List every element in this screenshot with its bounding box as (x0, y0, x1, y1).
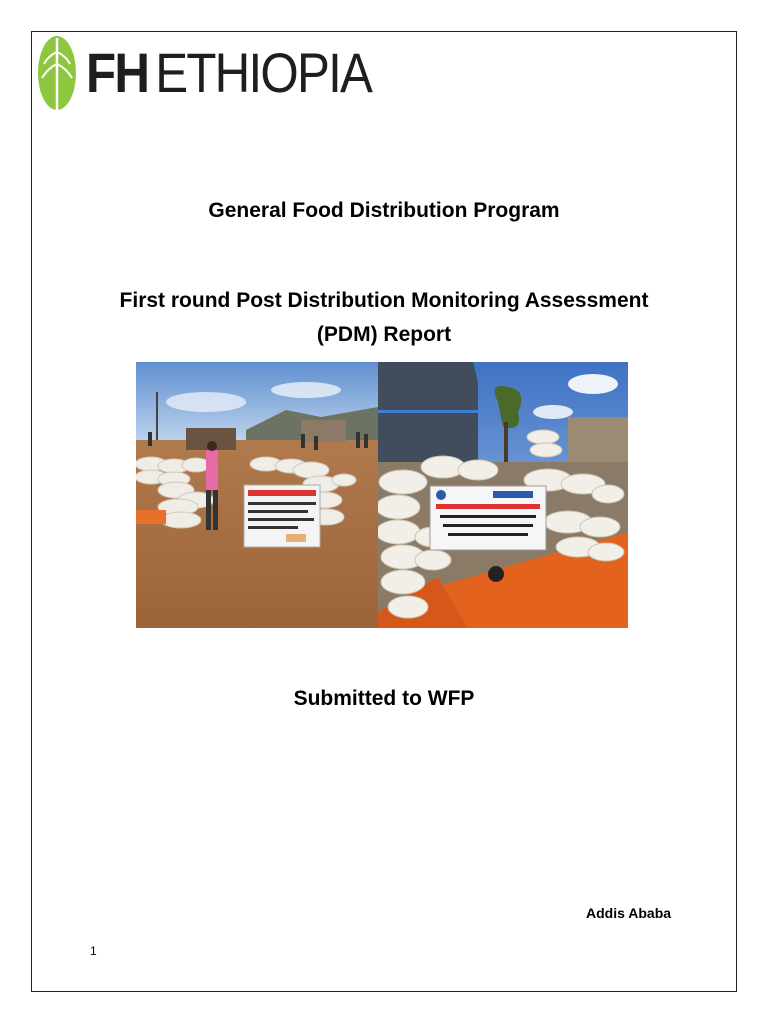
logo-ethiopia: ETHIOPIA (155, 41, 372, 104)
fh-ethiopia-logo (36, 34, 410, 112)
cover-photos (136, 362, 628, 628)
wheat-leaf-icon (36, 34, 78, 112)
distribution-photo-right (378, 362, 628, 628)
distribution-photo-left (136, 362, 378, 628)
report-title-line2: (PDM) Report (316, 323, 452, 346)
logo-fh: FH (86, 41, 149, 104)
program-title: General Food Distribution Program (208, 199, 560, 222)
submitted-to: Submitted to WFP (293, 687, 475, 710)
report-title-line1: First round Post Distribution Monitoring Assessment (119, 289, 649, 312)
location-text: Addis Ababa (586, 905, 672, 921)
page-number: 1 (90, 944, 97, 958)
logo-wordmark (86, 41, 372, 104)
